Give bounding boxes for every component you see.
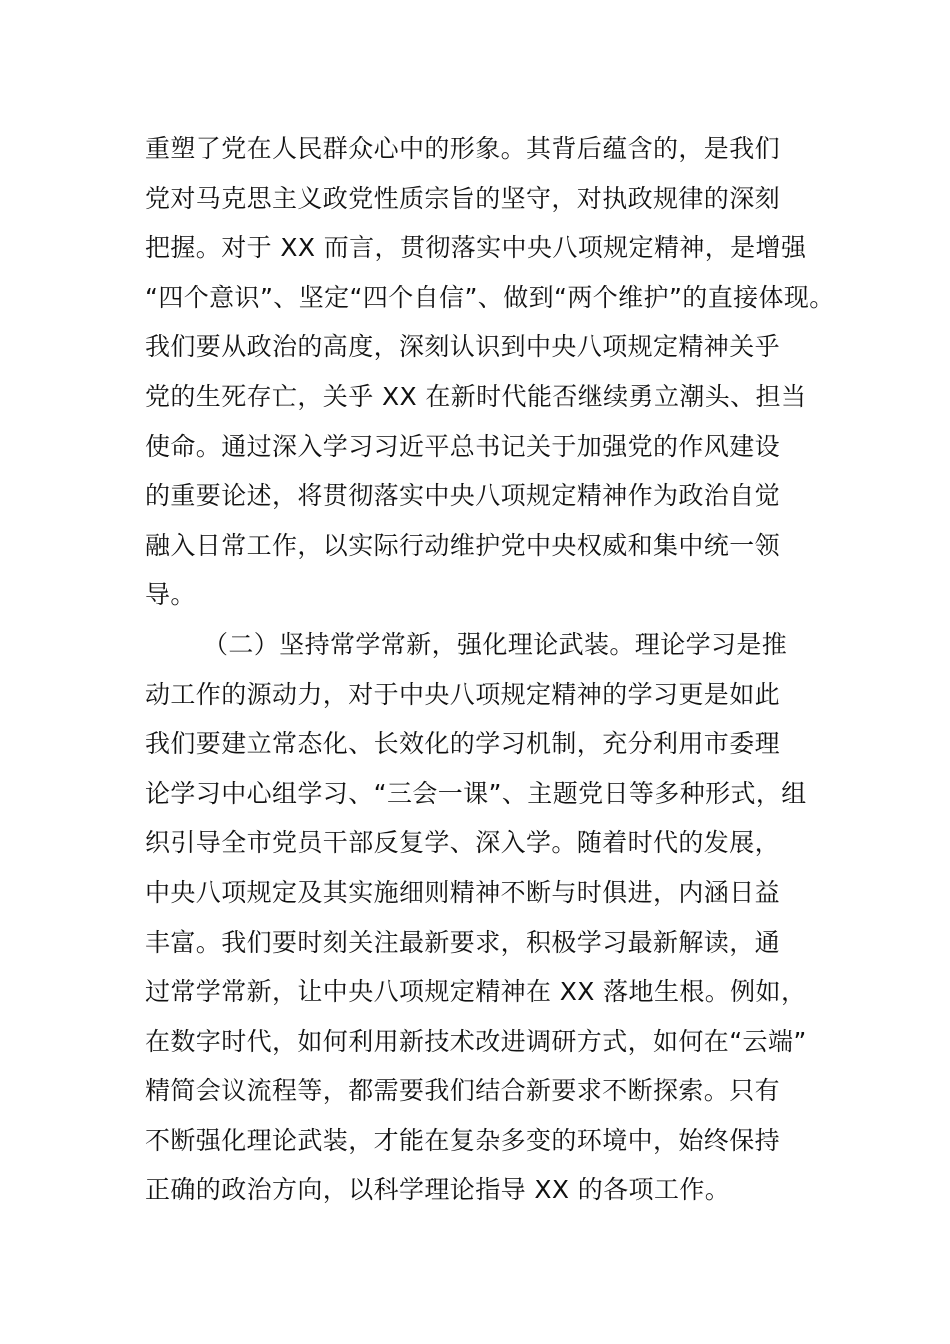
text-line: 过常学常新，让中央八项规定精神在 XX 落地生根。例如，	[145, 977, 807, 1007]
text-line: 中央八项规定及其实施细则精神不断与时俱进，内涵日益	[145, 877, 781, 907]
text-line: “四个意识”、坚定“四个自信”、做到“两个维护”的直接体现。	[145, 282, 835, 312]
body-text	[145, 124, 845, 1215]
text-line: 论学习中心组学习、“三会一课”、主题党日等多种形式，组	[145, 778, 807, 808]
section-heading-line: （二）坚持常学常新，强化理论武装。理论学习是推	[203, 629, 788, 659]
text-line: 使命。通过深入学习习近平总书记关于加强党的作风建设	[145, 431, 781, 461]
text-line: 我们要从政治的高度，深刻认识到中央八项规定精神关乎	[145, 332, 781, 362]
text-line: 精简会议流程等，都需要我们结合新要求不断探索。只有	[145, 1076, 781, 1106]
text-line: 丰富。我们要时刻关注最新要求，积极学习最新解读，通	[145, 927, 781, 957]
text-line: 动工作的源动力，对于中央八项规定精神的学习更是如此	[145, 679, 781, 709]
text-line: 织引导全市党员干部反复学、深入学。随着时代的发展，	[145, 828, 781, 858]
text-line: 在数字时代，如何利用新技术改进调研方式，如何在“云端”	[145, 1026, 807, 1056]
text-line: 党对马克思主义政党性质宗旨的坚守，对执政规律的深刻	[145, 183, 781, 213]
text-line: 导。	[145, 580, 196, 610]
text-line: 党的生死存亡，关乎 XX 在新时代能否继续勇立潮头、担当	[145, 381, 807, 411]
text-line: 不断强化理论武装，才能在复杂多变的环境中，始终保持	[145, 1125, 781, 1155]
text-line: 我们要建立常态化、长效化的学习机制，充分利用市委理	[145, 729, 781, 759]
text-line: 重塑了党在人民群众心中的形象。其背后蕴含的，是我们	[145, 134, 781, 163]
text-line: 融入日常工作，以实际行动维护党中央权威和集中统一领	[145, 530, 781, 560]
text-line: 正确的政治方向，以科学理论指导 XX 的各项工作。	[145, 1175, 731, 1205]
text-line: 的重要论述，将贯彻落实中央八项规定精神作为政治自觉	[145, 481, 781, 511]
text-line: 把握。对于 XX 而言，贯彻落实中央八项规定精神，是增强	[145, 233, 807, 263]
